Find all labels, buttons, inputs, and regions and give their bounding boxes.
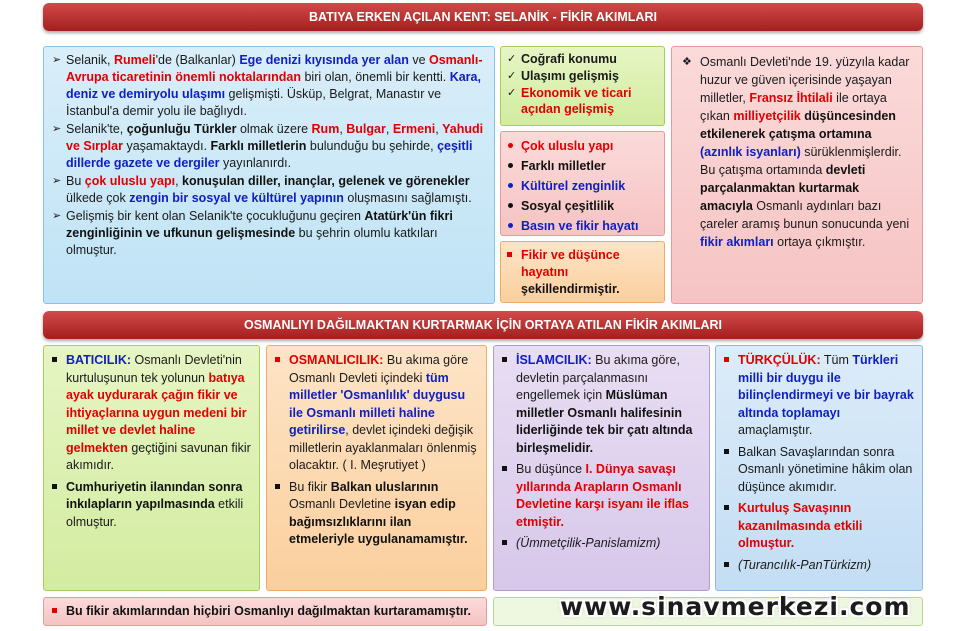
text: batıya ayak uydurarak çağın fikir ve ihtiyaçlarına uygun medeni bir millet ve devlet haline gelmekten — [66, 370, 247, 455]
square-bullet-icon — [275, 484, 280, 489]
text: Rumeli — [113, 53, 156, 67]
text: Ermeni — [392, 122, 436, 136]
square-bullet-icon — [275, 357, 280, 362]
square-bullet-icon — [724, 357, 729, 362]
text: Bu akıma göre Osmanlı Devleti içindeki — [289, 353, 469, 385]
baticilik-item-1 — [52, 352, 251, 475]
text: çoğunluğu Türkler — [126, 122, 237, 136]
check-icon: ✓ — [507, 70, 517, 82]
arrow-icon: ➢ — [52, 210, 62, 222]
diamond-bullet-icon: ❖ — [682, 56, 692, 68]
check-icon: ✓ — [507, 87, 517, 99]
text: Kara, deniz ve demiryolu ulaşımı — [66, 70, 481, 101]
factors-box — [500, 46, 665, 126]
check-item — [507, 68, 658, 84]
bottom-note-box — [43, 597, 487, 626]
text: Osmanlı-Avrupa ticaretinin önemli noktalarından — [66, 53, 483, 84]
arrow-icon: ➢ — [52, 123, 62, 135]
bullet-icon — [508, 223, 513, 228]
text: milliyetçilik — [733, 109, 801, 123]
text: gelişmişti. Üsküp, Belgrat, Manastır ve İstanbul'a demir yolu ile bağlıydı. — [66, 87, 442, 118]
text: İSLAMCILIK: — [516, 353, 592, 367]
top-banner-title: BATIYA ERKEN AÇILAN KENT: SELANİK - FİKİR AKIMLARI — [309, 10, 657, 24]
square-bullet-icon — [724, 562, 729, 567]
turkculuk-item-3 — [724, 500, 914, 553]
square-bullet-icon — [502, 466, 507, 471]
bottom-note — [52, 603, 478, 620]
baticilik-box — [43, 345, 260, 591]
text: TÜRKÇÜLÜK: — [738, 353, 821, 367]
turkculuk-box — [715, 345, 923, 591]
feature-item — [507, 137, 658, 156]
text: zengin bir sosyal ve kültürel yapının — [129, 191, 344, 205]
text: Sosyal çeşitlilik — [521, 199, 615, 213]
text: Cumhuriyetin ilanından sonra inkılapların yapılmasında — [66, 479, 243, 511]
text: etkili olmuştur. — [66, 497, 244, 529]
text: , — [385, 122, 393, 136]
text: ortaya çıkmıştır. — [773, 235, 866, 249]
text: Ege denizi kıyısında yer alan — [239, 53, 409, 67]
text: Bu düşünce — [516, 462, 586, 476]
text: ile ortaya çıkan — [700, 91, 887, 123]
text: yaşamaktaydı. — [122, 139, 211, 153]
bullet-icon — [508, 163, 513, 168]
text: sürüklenmişlerdir. Bu çatışma ortamında — [700, 145, 902, 177]
text: Tüm — [820, 353, 853, 367]
context-paragraph — [682, 53, 912, 251]
text: Coğrafi konumu — [521, 52, 617, 66]
text: Rum — [311, 122, 340, 136]
selanik-box — [43, 46, 495, 304]
text: Osmanlı aydınları bazı çareler aramış bunun sonucunda yeni — [700, 199, 910, 231]
text: düşüncesinden etkilenerek çatışma ortamına — [700, 109, 896, 141]
turkculuk-item-2 — [724, 444, 914, 497]
square-bullet-icon — [52, 484, 57, 489]
text: Bu fikir akımlarından hiçbiri Osmanlıyı dağılmaktan kurtaramamıştır. — [66, 604, 471, 618]
text: Farklı milletler — [521, 159, 606, 173]
text: biri olan, önemli bir kentti. — [301, 70, 450, 84]
turkculuk-item-1 — [724, 352, 914, 440]
text: ın — [617, 479, 633, 494]
top-banner — [43, 3, 923, 31]
text: bu şehrin olumlu katkıları olmuştur. — [66, 226, 438, 257]
text: Kültürel zenginlik — [521, 179, 626, 193]
text: I. Dünya savaşı yıllarında Araplar — [516, 462, 676, 494]
check-icon: ✓ — [507, 53, 517, 65]
osmanlicilik-box — [266, 345, 487, 591]
feature-item — [507, 157, 658, 176]
text: devleti parçalanmaktan kurtarmak amacıyla — [700, 163, 866, 213]
text: Balkan Savaşlarından sonra Osmanlı yönetimine hâkim olan düşünce akımıdır. — [738, 444, 913, 494]
note-item — [507, 247, 658, 298]
watermark: www.sinavmerkezi.com — [560, 592, 911, 621]
bullet-icon — [508, 183, 513, 188]
text: Fikir ve düşünce hayatını — [521, 248, 620, 279]
turkculuk-item-4 — [724, 557, 914, 575]
features-box — [500, 131, 665, 236]
text: yayınlanırdı. — [219, 156, 292, 170]
islamcilik-item-2 — [502, 461, 701, 531]
text: ülkede çok — [66, 191, 130, 205]
selanik-paragraph-3 — [52, 173, 486, 207]
text: Çok uluslu yapı — [521, 139, 614, 153]
text: geçtiğini savunan fikir akımıdır. — [66, 440, 251, 472]
text: , — [339, 122, 347, 136]
islamcilik-item-1 — [502, 352, 701, 457]
text: çeşitli dillerde gazete ve dergiler — [66, 139, 473, 170]
osmanlicilik-item-2 — [275, 479, 478, 549]
osmanlicilik-item-1 — [275, 352, 478, 475]
square-bullet-icon — [52, 608, 57, 613]
text: Türkleri milli bir duygu ile bilinçlendirmeyi ve bir bayrak altında toplamayı — [738, 353, 914, 420]
text: Osmanlı Devleti'nde 19. yüzyıla kadar huzur ve güven içerisinde yaşayan milletler, — [700, 55, 910, 105]
text: Bu akıma göre, devletin parçalanmasını engellemek için — [516, 353, 680, 402]
text: Fransız İhtilali — [749, 91, 833, 105]
text: Farklı milletlerin — [210, 139, 307, 153]
text: Bu — [66, 174, 85, 188]
square-bullet-icon — [502, 357, 507, 362]
mid-banner-title: OSMANLIYI DAĞILMAKTAN KURTARMAK İÇİN ORTAYA ATILAN FİKİR AKIMLARI — [244, 318, 722, 332]
text: şekillendirmiştir. — [521, 282, 620, 296]
fikir-note-box — [500, 241, 665, 303]
square-bullet-icon — [507, 252, 512, 257]
text: fikir akımları — [700, 235, 774, 249]
text: isyan edip bağımsızlıklarını ilan etmeleriyle uygulanamamıştır. — [289, 497, 468, 546]
text: bulunduğu bu şehirde, — [306, 139, 438, 153]
bullet-icon — [508, 143, 513, 148]
text: Yahudi ve Sırplar — [66, 122, 484, 153]
islamcilik-item-3 — [502, 535, 701, 553]
text: Müslüman milletler Osmanlı halifesinin liderliğinde tek bir çatı altında birleşmelidir. — [516, 388, 693, 455]
text: 'de (Balkanlar) — [155, 53, 240, 67]
arrow-icon: ➢ — [52, 54, 62, 66]
bullet-icon — [508, 203, 513, 208]
text: çok uluslu yapı — [84, 174, 176, 188]
square-bullet-icon — [724, 505, 729, 510]
text: Ulaşımı gelişmiş — [521, 69, 619, 83]
text: Bu fikir — [289, 479, 331, 494]
text: Basın ve fikir hayatı — [521, 219, 639, 233]
check-item — [507, 85, 658, 117]
text: Atatürk'ün fikri zenginliğinin ve ufkunun gelişmesinde — [66, 209, 453, 240]
text: Selanik'te, — [66, 122, 127, 136]
baticilik-item-2 — [52, 479, 251, 532]
text: Balkan uluslarının — [330, 479, 439, 494]
osmanli-context-box — [671, 46, 923, 304]
text: (Turancılık-PanTürkizm) — [738, 557, 872, 572]
text: Bulgar — [346, 122, 386, 136]
text: Kurtuluş Savaşının kazanılmasında etkili olmuştur. — [738, 501, 863, 550]
islamcilik-box — [493, 345, 710, 591]
text: Selanik, — [66, 53, 114, 67]
text: konuşulan diller, inançlar, gelenek ve görenekler — [182, 174, 470, 188]
feature-item — [507, 197, 658, 216]
mid-banner — [43, 311, 923, 339]
text: tüm milletler 'Osmanlılık' duygusu ile Osmanlı milleti haline getirilirse — [289, 370, 466, 437]
selanik-paragraph-2 — [52, 121, 486, 172]
text: , — [175, 174, 183, 188]
text: , devlet içindeki değişik milletlerin ayaklanmaları önlenmiş olacaktır. ( I. Meşrutiyet ) — [289, 423, 477, 472]
text: , — [435, 122, 443, 136]
text: Gelişmiş bir kent olan Selanik'te çocukluğunu geçiren — [66, 209, 365, 223]
text: Ekonomik ve ticari açıdan gelişmiş — [521, 86, 632, 116]
text: (Ümmetçilik-Panislamizm) — [516, 536, 661, 550]
text: olmak üzere — [236, 122, 312, 136]
text: Osmanlı Devleti'nin kurtuluşunun tek yolunun — [66, 353, 242, 385]
text: Osmanlı Devletine karşı isyanı ile iflas etmiştir. — [516, 479, 690, 529]
square-bullet-icon — [52, 357, 57, 362]
text: ve — [408, 53, 429, 67]
text: amaçlamıştır. — [738, 423, 813, 437]
text: Osmanlı Devletine — [289, 497, 395, 511]
arrow-icon: ➢ — [52, 175, 62, 187]
text: (azınlık isyanları) — [700, 145, 801, 159]
text: OSMANLICILIK: — [289, 353, 384, 367]
square-bullet-icon — [724, 449, 729, 454]
feature-item — [507, 217, 658, 236]
square-bullet-icon — [502, 540, 507, 545]
text: BATICILIK: — [66, 353, 132, 367]
selanik-paragraph-4 — [52, 208, 486, 259]
selanik-paragraph-1 — [52, 52, 486, 120]
feature-item — [507, 177, 658, 196]
text: oluşmasını sağlamıştı. — [343, 191, 472, 205]
check-item — [507, 51, 658, 67]
